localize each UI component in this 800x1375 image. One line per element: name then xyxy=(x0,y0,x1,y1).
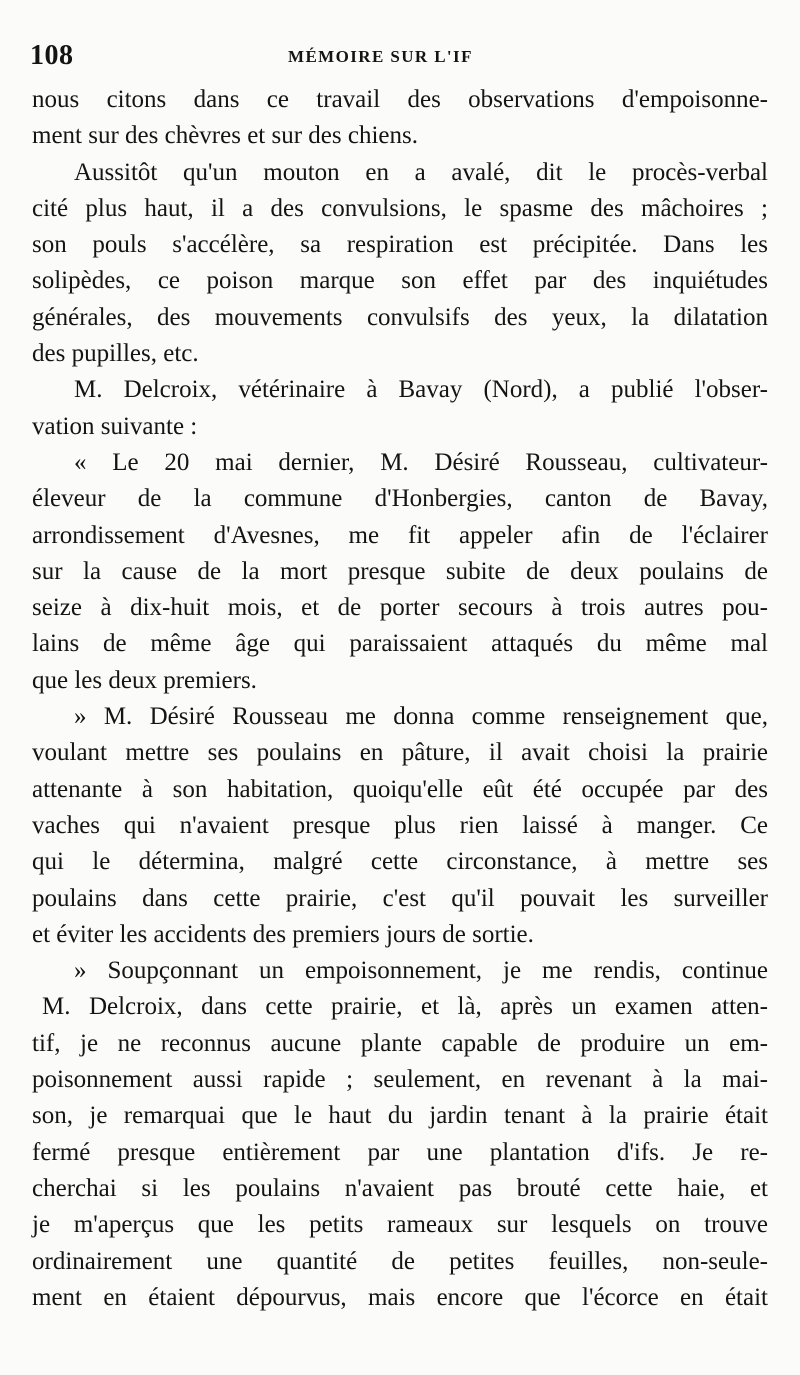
text-line: je m'aperçus que les petits rameaux sur lesquels on trouve xyxy=(32,1211,768,1239)
text-line: » Soupçonnant un empoisonnement, je me rendis, continue xyxy=(74,957,768,985)
text-line: voulant mettre ses poulains en pâture, il avait choisi la prairie xyxy=(32,739,768,767)
text-line: attenante à son habitation, quoiqu'elle eût été occupée par des xyxy=(32,775,768,803)
text-line: arrondissement d'Avesnes, me fit appeler afin de l'éclairer xyxy=(32,521,768,549)
text-line: que les deux premiers. xyxy=(32,666,257,694)
text-line: poisonnement aussi rapide ; seulement, en revenant à la mai- xyxy=(32,1066,768,1094)
page-header xyxy=(30,40,770,74)
text-line: vation suivante : xyxy=(32,412,198,440)
text-line: M. Delcroix, dans cette prairie, et là, après un examen atten- xyxy=(42,993,768,1021)
page-number: 108 xyxy=(30,40,74,71)
text-line: son pouls s'accélère, sa respiration est précipitée. Dans les xyxy=(32,231,768,259)
text-line: nous citons dans ce travail des observations d'empoisonne- xyxy=(32,86,768,113)
text-line: ordinairement une quantité de petites feuilles, non-seule- xyxy=(32,1247,768,1275)
text-line: qui le détermina, malgré cette circonstance, à mettre ses xyxy=(32,848,768,876)
running-head: MÉMOIRE SUR L'IF xyxy=(288,47,473,66)
text-line: ment en étaient dépourvus, mais encore que l'écorce en était xyxy=(32,1283,768,1311)
text-line: générales, des mouvements convulsifs des yeux, la dilatation xyxy=(32,303,768,331)
text-line: fermé presque entièrement par une plantation d'ifs. Je re- xyxy=(32,1138,768,1166)
text-line: Aussitôt qu'un mouton en a avalé, dit le procès-verbal xyxy=(74,158,768,186)
text-line: sur la cause de la mort presque subite de deux poulains de xyxy=(32,557,768,585)
text-line: M. Delcroix, vétérinaire à Bavay (Nord), a publié l'obser- xyxy=(74,376,768,404)
text-line: éleveur de la commune d'Honbergies, canton de Bavay, xyxy=(32,485,768,513)
text-line: » M. Désiré Rousseau me donna comme renseignement que, xyxy=(74,703,768,731)
text-line: vaches qui n'avaient presque plus rien laissé à manger. Ce xyxy=(32,811,768,839)
text-line: ment sur des chèvres et sur des chiens. xyxy=(32,122,418,150)
text-line: seize à dix-huit mois, et de porter secours à trois autres pou- xyxy=(32,594,768,622)
text-line: et éviter les accidents des premiers jours de sortie. xyxy=(32,920,534,948)
text-line: cherchai si les poulains n'avaient pas brouté cette haie, et xyxy=(32,1174,768,1202)
text-line: « Le 20 mai dernier, M. Désiré Rousseau, cultivateur- xyxy=(74,448,768,476)
text-line: lains de même âge qui paraissaient attaqués du même mal xyxy=(32,630,768,658)
text-line: tif, je ne reconnus aucune plante capable de produire un em- xyxy=(32,1029,768,1057)
text-line: cité plus haut, il a des convulsions, le spasme des mâchoires ; xyxy=(32,194,768,222)
text-line: poulains dans cette prairie, c'est qu'il pouvait les surveiller xyxy=(32,884,768,912)
text-line: solipèdes, ce poison marque son effet par des inquiétudes xyxy=(32,267,768,295)
text-line: des pupilles, etc. xyxy=(32,340,199,368)
text-line: son, je remarquai que le haut du jardin tenant à la prairie était xyxy=(32,1102,768,1130)
body-text xyxy=(32,82,768,1316)
